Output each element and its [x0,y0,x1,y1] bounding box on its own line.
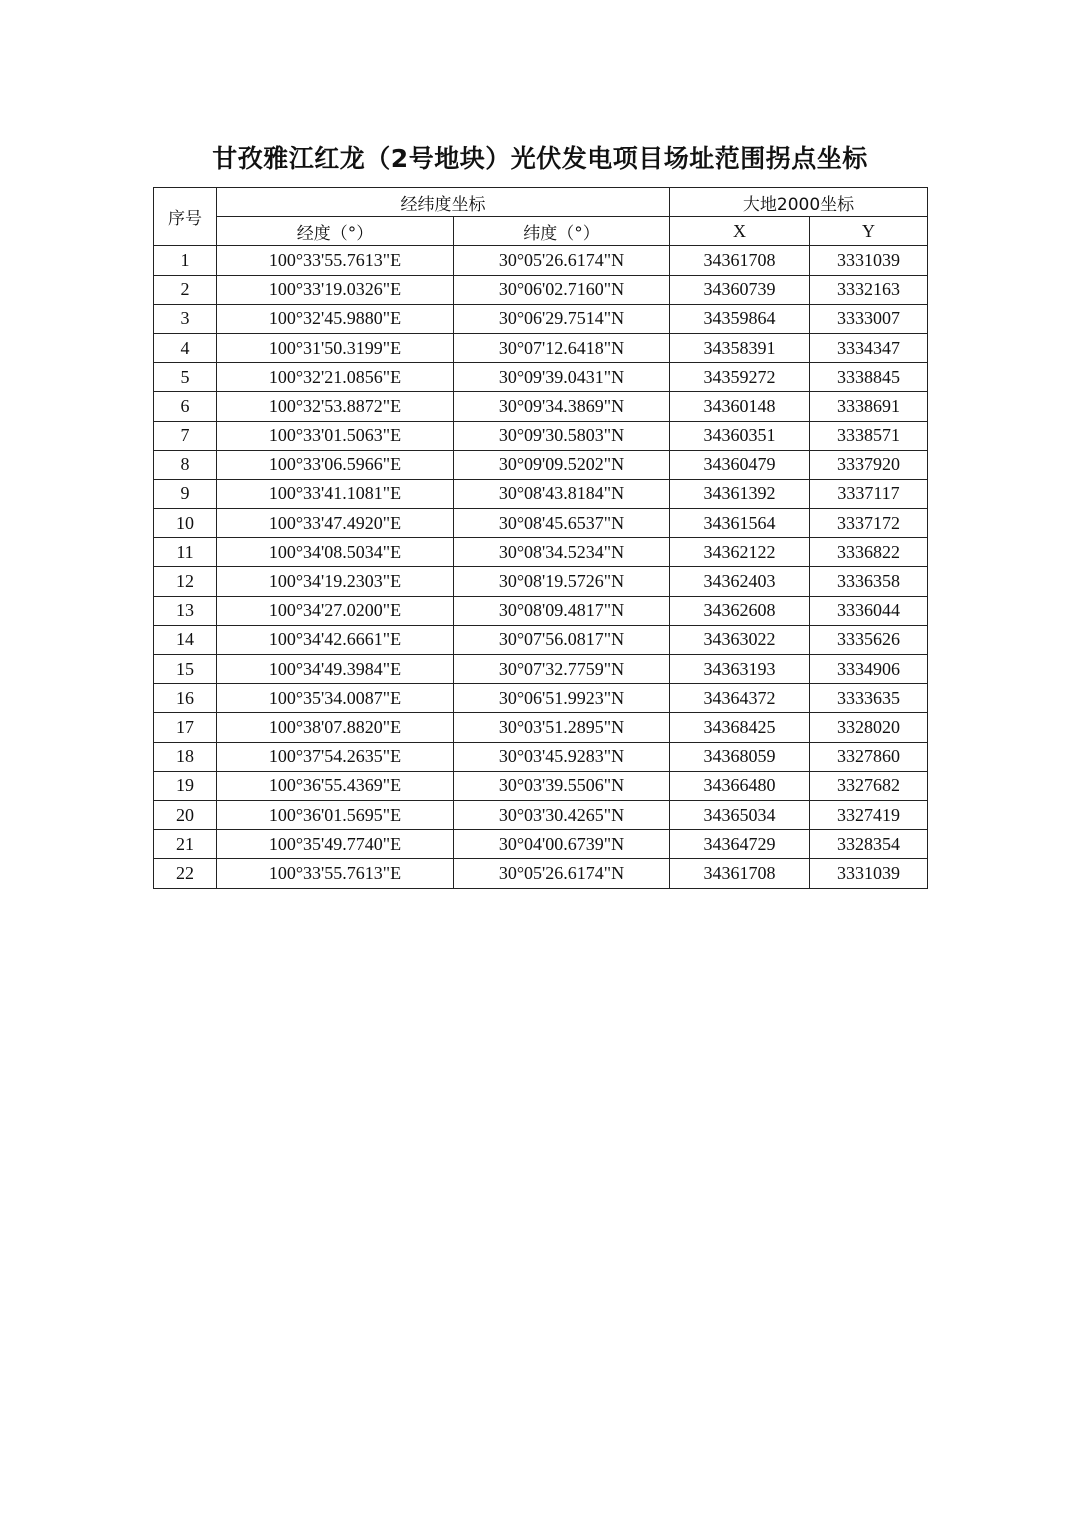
table-body [154,246,928,888]
cell-latitude: 30°08'19.5726"N [454,567,670,596]
cell-latitude: 30°08'45.6537"N [454,509,670,538]
cell-y: 3327860 [810,742,928,771]
coordinate-table [153,187,928,889]
cell-y: 3336358 [810,567,928,596]
cell-x: 34361564 [670,509,810,538]
cell-latitude: 30°05'26.6174"N [454,859,670,888]
cell-y: 3336822 [810,538,928,567]
cell-y: 3338691 [810,392,928,421]
cell-x: 34368425 [670,713,810,742]
cell-longitude: 100°32'53.8872"E [217,392,454,421]
table-row [154,392,928,421]
document-title: 甘孜雅江红龙（2号地块）光伏发电项目场址范围拐点坐标 [212,144,868,173]
cell-y: 3328020 [810,713,928,742]
cell-longitude: 100°33'41.1081"E [217,479,454,508]
cell-index: 17 [154,713,217,742]
cell-longitude: 100°34'42.6661"E [217,625,454,654]
cell-longitude: 100°33'47.4920"E [217,509,454,538]
cell-index: 3 [154,304,217,333]
cell-index: 16 [154,684,217,713]
cell-y: 3333635 [810,684,928,713]
cell-index: 20 [154,800,217,829]
cell-y: 3331039 [810,246,928,275]
cell-x: 34361392 [670,479,810,508]
cell-y: 3332163 [810,275,928,304]
cell-latitude: 30°06'51.9923"N [454,684,670,713]
cell-index: 6 [154,392,217,421]
cell-longitude: 100°34'27.0200"E [217,596,454,625]
cell-index: 21 [154,830,217,859]
cell-latitude: 30°08'34.5234"N [454,538,670,567]
cell-latitude: 30°07'32.7759"N [454,655,670,684]
cell-longitude: 100°33'06.5966"E [217,450,454,479]
cell-latitude: 30°03'39.5506"N [454,771,670,800]
cell-longitude: 100°33'01.5063"E [217,421,454,450]
table-row [154,800,928,829]
cell-y: 3334906 [810,655,928,684]
cell-x: 34360351 [670,421,810,450]
header-latitude: 纬度（°） [454,217,670,246]
cell-longitude: 100°36'55.4369"E [217,771,454,800]
table-row [154,596,928,625]
table-row [154,421,928,450]
cell-latitude: 30°06'29.7514"N [454,304,670,333]
cell-x: 34360479 [670,450,810,479]
table-row [154,655,928,684]
header-row-group [154,188,928,217]
cell-index: 18 [154,742,217,771]
cell-x: 34362608 [670,596,810,625]
table-row [154,567,928,596]
cell-latitude: 30°03'51.2895"N [454,713,670,742]
cell-index: 4 [154,333,217,362]
cell-longitude: 100°35'49.7740"E [217,830,454,859]
table-row [154,304,928,333]
cell-y: 3334347 [810,333,928,362]
cell-x: 34365034 [670,800,810,829]
cell-latitude: 30°07'12.6418"N [454,333,670,362]
cell-index: 14 [154,625,217,654]
cell-longitude: 100°34'49.3984"E [217,655,454,684]
header-y: Y [810,217,928,246]
cell-index: 5 [154,363,217,392]
cell-index: 7 [154,421,217,450]
cell-latitude: 30°09'34.3869"N [454,392,670,421]
cell-index: 13 [154,596,217,625]
cell-index: 1 [154,246,217,275]
cell-x: 34364729 [670,830,810,859]
cell-longitude: 100°33'55.7613"E [217,859,454,888]
cell-index: 10 [154,509,217,538]
cell-latitude: 30°08'09.4817"N [454,596,670,625]
cell-latitude: 30°03'30.4265"N [454,800,670,829]
cell-y: 3333007 [810,304,928,333]
cell-y: 3327419 [810,800,928,829]
table-row [154,713,928,742]
table-row [154,275,928,304]
cell-x: 34364372 [670,684,810,713]
cell-x: 34363193 [670,655,810,684]
cell-index: 9 [154,479,217,508]
cell-longitude: 100°31'50.3199"E [217,333,454,362]
cell-latitude: 30°09'39.0431"N [454,363,670,392]
cell-y: 3337117 [810,479,928,508]
cell-x: 34361708 [670,246,810,275]
cell-latitude: 30°06'02.7160"N [454,275,670,304]
cell-latitude: 30°09'09.5202"N [454,450,670,479]
cell-x: 34366480 [670,771,810,800]
cell-x: 34361708 [670,859,810,888]
table-row [154,684,928,713]
cell-index: 15 [154,655,217,684]
header-index: 序号 [154,188,217,246]
cell-y: 3337920 [810,450,928,479]
cell-longitude: 100°33'55.7613"E [217,246,454,275]
table-row [154,538,928,567]
cell-longitude: 100°32'21.0856"E [217,363,454,392]
cell-x: 34362122 [670,538,810,567]
cell-latitude: 30°05'26.6174"N [454,246,670,275]
table-header [154,188,928,246]
cell-latitude: 30°08'43.8184"N [454,479,670,508]
cell-index: 22 [154,859,217,888]
cell-longitude: 100°38'07.8820"E [217,713,454,742]
cell-y: 3337172 [810,509,928,538]
cell-latitude: 30°09'30.5803"N [454,421,670,450]
cell-x: 34368059 [670,742,810,771]
cell-x: 34359864 [670,304,810,333]
header-longitude: 经度（°） [217,217,454,246]
cell-latitude: 30°07'56.0817"N [454,625,670,654]
header-row-columns [154,217,928,246]
cell-index: 19 [154,771,217,800]
cell-y: 3327682 [810,771,928,800]
cell-latitude: 30°03'45.9283"N [454,742,670,771]
cell-longitude: 100°35'34.0087"E [217,684,454,713]
cell-x: 34362403 [670,567,810,596]
header-x: X [670,217,810,246]
table-row [154,830,928,859]
cell-longitude: 100°37'54.2635"E [217,742,454,771]
cell-y: 3338845 [810,363,928,392]
table-row [154,742,928,771]
cell-y: 3335626 [810,625,928,654]
table-row [154,859,928,888]
cell-y: 3336044 [810,596,928,625]
cell-longitude: 100°34'19.2303"E [217,567,454,596]
cell-x: 34360148 [670,392,810,421]
cell-longitude: 100°34'08.5034"E [217,538,454,567]
cell-latitude: 30°04'00.6739"N [454,830,670,859]
cell-index: 8 [154,450,217,479]
cell-x: 34359272 [670,363,810,392]
cell-y: 3331039 [810,859,928,888]
cell-x: 34360739 [670,275,810,304]
cell-longitude: 100°33'19.0326"E [217,275,454,304]
table-row [154,450,928,479]
table-row [154,771,928,800]
table-row [154,363,928,392]
cell-index: 12 [154,567,217,596]
table-row [154,479,928,508]
cell-longitude: 100°32'45.9880"E [217,304,454,333]
table-row [154,509,928,538]
cell-longitude: 100°36'01.5695"E [217,800,454,829]
cell-y: 3328354 [810,830,928,859]
cell-x: 34363022 [670,625,810,654]
cell-x: 34358391 [670,333,810,362]
header-geodetic-group: 大地2000坐标 [670,188,928,217]
cell-index: 11 [154,538,217,567]
header-latlon-group: 经纬度坐标 [217,188,670,217]
table-row [154,246,928,275]
table-row [154,333,928,362]
cell-index: 2 [154,275,217,304]
cell-y: 3338571 [810,421,928,450]
table-row [154,625,928,654]
